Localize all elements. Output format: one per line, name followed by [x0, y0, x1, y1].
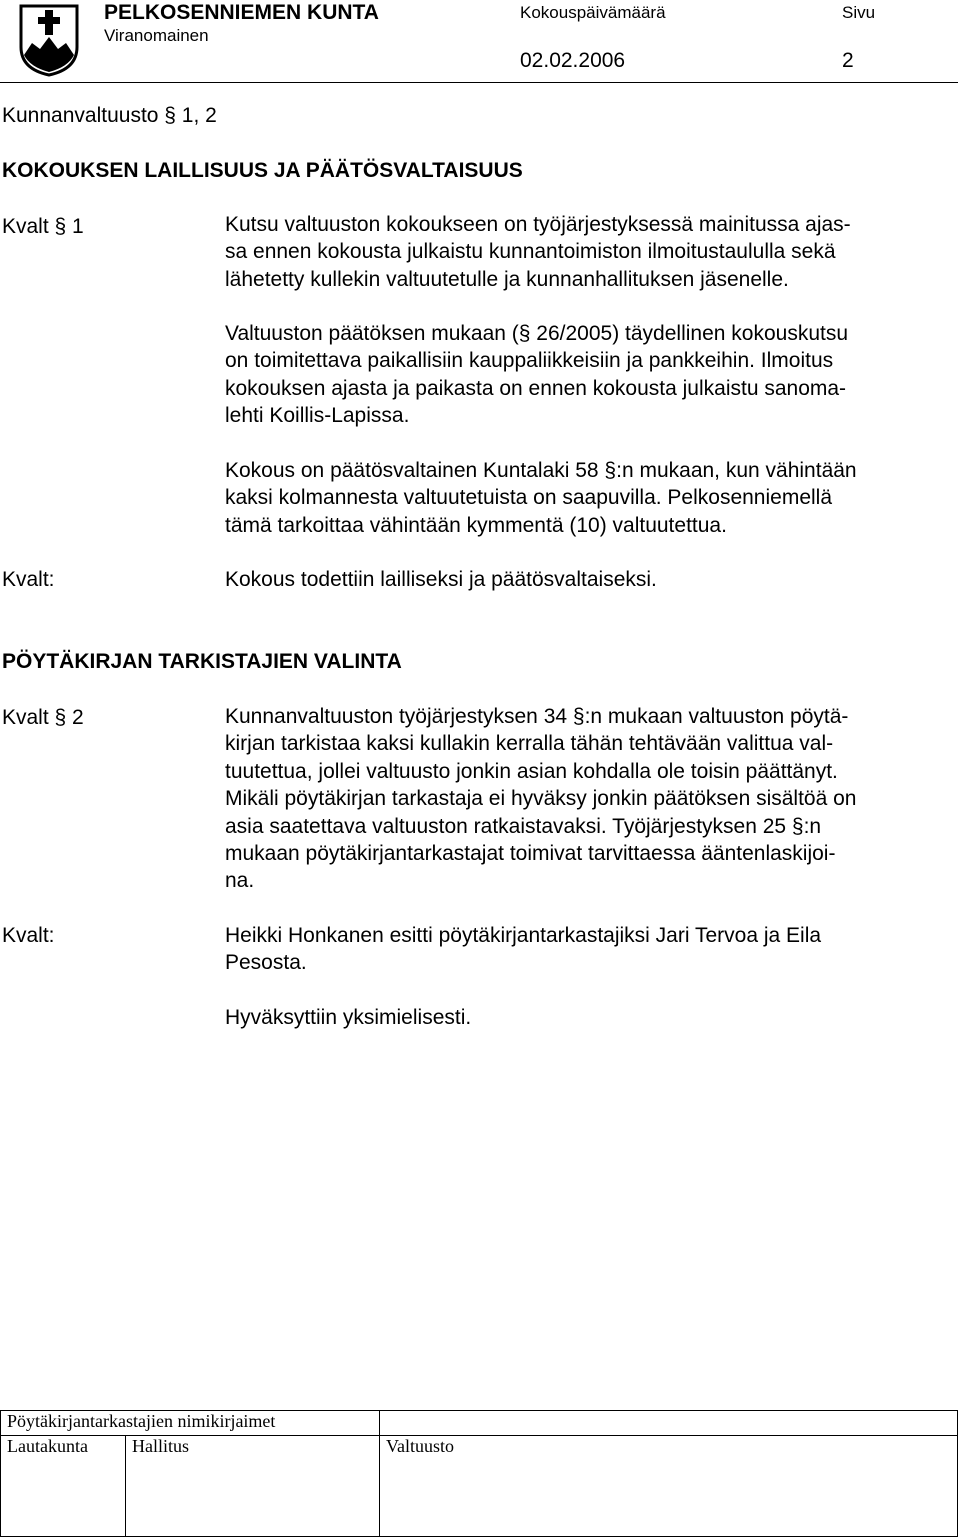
document-subtitle: Kunnanvaltuusto § 1, 2: [2, 104, 217, 127]
municipality-coat-of-arms-logo: [18, 3, 80, 77]
paragraph-line: Kokous on päätösvaltainen Kuntalaki 58 §:n mukaan, kun vähintään: [225, 459, 857, 482]
section-paragraph: [225, 211, 955, 293]
paragraph-line: on toimitettava paikallisiin kauppaliikkeisiin ja pankkeihin. Ilmoitus: [225, 349, 834, 373]
paragraph-line: tämä tarkoittaa vähintään kymmentä (10) valtuutettua.: [225, 513, 727, 537]
section-label: Kvalt § 1: [2, 215, 84, 238]
paragraph-line: tuutettua, jollei valtuusto jonkin asian kohdalla ole toisin päättänyt.: [225, 759, 838, 783]
paragraph-line: Kunnanvaltuuston työjärjestyksen 34 §:n mukaan valtuuston pöytä-: [225, 705, 849, 728]
paragraph-line: na.: [225, 869, 255, 893]
signature-column-valtuusto: Valtuusto: [380, 1436, 958, 1537]
paragraph-line: Mikäli pöytäkirjan tarkastaja ei hyväksy jonkin päätöksen sisältöä on: [225, 787, 857, 811]
paragraph-line: kaksi kolmannesta valtuutetuista on saapuvilla. Pelkosenniemellä: [225, 486, 833, 510]
decision-paragraph: [225, 566, 955, 593]
paragraph-line: lähetetty kullekin valtuutetulle ja kunnanhallituksen jäsenelle.: [225, 267, 789, 291]
signature-table-title: Pöytäkirjantarkastajien nimikirjaimet: [1, 1411, 380, 1436]
decision-paragraph: [225, 922, 955, 977]
paragraph-line: kirjan tarkistaa kaksi kullakin kerralla tähän tehtävään valittua val-: [225, 732, 834, 756]
department-name: Viranomainen: [104, 26, 209, 45]
section-heading: KOKOUKSEN LAILLISUUS JA PÄÄTÖSVALTAISUUS: [2, 159, 523, 182]
paragraph-line: Kokous todettiin lailliseksi ja päätösvaltaiseksi.: [225, 568, 657, 591]
signature-initials-table: [0, 1410, 958, 1537]
paragraph-line: lehti Koillis-Lapissa.: [225, 404, 410, 428]
decision-paragraph: [225, 1004, 955, 1031]
section-label: Kvalt § 2: [2, 706, 84, 729]
paragraph-line: sa ennen kokousta julkaistu kunnantoimiston ilmoitustaululla sekä: [225, 240, 836, 264]
section-paragraph: [225, 320, 955, 430]
decision-label: Kvalt:: [2, 568, 55, 591]
meeting-date-value: 02.02.2006: [520, 49, 626, 72]
section-heading: PÖYTÄKIRJAN TARKISTAJIEN VALINTA: [2, 650, 402, 673]
paragraph-line: Pesosta.: [225, 951, 307, 975]
decision-label: Kvalt:: [2, 924, 55, 947]
page-number: 2: [842, 49, 854, 72]
paragraph-line: asia saatettava valtuuston ratkaistavaksi. Työjärjestyksen 25 §:n: [225, 814, 822, 838]
section-paragraph: [225, 703, 955, 895]
paragraph-line: Valtuuston päätöksen mukaan (§ 26/2005) täydellinen kokouskutsu: [225, 322, 849, 345]
paragraph-line: Kutsu valtuuston kokoukseen on työjärjestyksessä mainitussa ajas-: [225, 213, 851, 236]
meeting-date-label: Kokouspäivämäärä: [520, 3, 666, 22]
organization-name: PELKOSENNIEMEN KUNTA: [104, 1, 379, 24]
paragraph-line: kokouksen ajasta ja paikasta on ennen kokousta julkaistu sanoma-: [225, 376, 847, 400]
signature-table-blank-cell: [380, 1411, 958, 1436]
paragraph-line: mukaan pöytäkirjantarkastajat toimivat tarvittaessa ääntenlaskijoi-: [225, 842, 836, 866]
header-divider: [0, 82, 958, 83]
signature-column-hallitus: Hallitus: [126, 1436, 380, 1537]
signature-column-lautakunta: Lautakunta: [1, 1436, 126, 1537]
section-paragraph: [225, 457, 955, 539]
paragraph-line: Heikki Honkanen esitti pöytäkirjantarkastajiksi Jari Tervoa ja Eila: [225, 924, 822, 947]
page-label: Sivu: [842, 3, 876, 22]
paragraph-line: Hyväksyttiin yksimielisesti.: [225, 1006, 472, 1029]
